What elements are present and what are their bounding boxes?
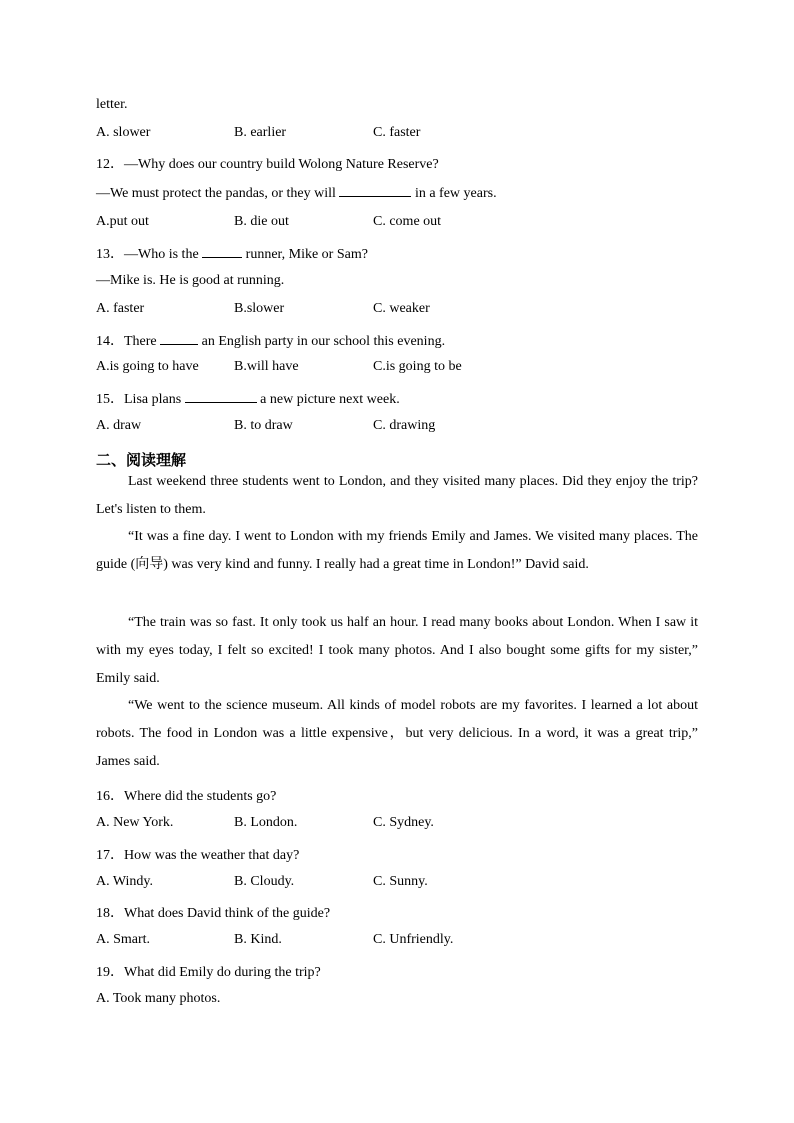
q13-option-b: B.slower	[234, 301, 285, 316]
q15-stem-text-a: 15．Lisa plans	[96, 392, 182, 407]
q12-option-b: B. die out	[234, 214, 289, 229]
q11-option-a: A. slower	[96, 125, 151, 140]
q13-blank	[202, 245, 242, 258]
q15-blank	[185, 390, 257, 403]
q19-option-a: A. Took many photos.	[96, 991, 221, 1006]
q13-answer: —Mike is. He is good at running.	[96, 273, 285, 288]
q14-option-a: A.is going to have	[96, 359, 199, 374]
q14-stem-text-a: 14．There	[96, 334, 157, 349]
q15-option-b: B. to draw	[234, 418, 293, 433]
q16-option-a: A. New York.	[96, 815, 174, 830]
q16-option-b: B. London.	[234, 815, 298, 830]
q19-stem: 19．What did Emily do during the trip?	[96, 965, 321, 980]
q15-stem-text-b: a new picture next week.	[260, 392, 400, 407]
q13-stem-text-a: 13．—Who is the	[96, 247, 199, 262]
q12-option-c: C. come out	[373, 214, 442, 229]
q12-answer-text-b: in a few years.	[414, 186, 497, 201]
passage-paragraph-2: “It was a fine day. I went to London with my friends Emily and James. We visited many places. The guide (向导) was very kind and funny. I really had a great time in London!” David said.	[96, 529, 698, 572]
q13-stem-line	[96, 243, 368, 263]
q12-blank	[339, 184, 411, 197]
q17-stem: 17．How was the weather that day?	[96, 848, 300, 863]
q14-option-b: B.will have	[234, 359, 299, 374]
q12-stem: 12．—Why does our country build Wolong Nature Reserve?	[96, 157, 439, 172]
q15-option-c: C. drawing	[373, 418, 436, 433]
passage-paragraph-1: Last weekend three students went to London, and they visited many places. Did they enjoy the trip? Let's listen to them.	[96, 474, 698, 517]
passage-paragraph-4: “We went to the science museum. All kinds of model robots are my favorites. I learned a lot about robots. The food in London was a little expensive，but very delicious. In a word, it was a great trip,” James said.	[96, 698, 698, 769]
q14-blank	[160, 332, 198, 345]
q18-option-c: C. Unfriendly.	[373, 932, 454, 947]
q13-option-a: A. faster	[96, 301, 145, 316]
q15-option-a: A. draw	[96, 418, 142, 433]
q12-option-a: A.put out	[96, 214, 149, 229]
q16-stem: 16．Where did the students go?	[96, 789, 277, 804]
q17-option-c: C. Sunny.	[373, 874, 428, 889]
q11-option-b: B. earlier	[234, 125, 287, 140]
q11-tail: letter.	[96, 97, 128, 112]
q14-stem-text-b: an English party in our school this evening.	[201, 334, 446, 349]
q18-option-a: A. Smart.	[96, 932, 151, 947]
passage-paragraph-3: “The train was so fast. It only took us half an hour. I read many books about London. When I saw it with my eyes today, I felt so excited! I took many photos. And I also bought some gifts for my sister,” Emily said.	[96, 615, 698, 686]
q17-option-b: B. Cloudy.	[234, 874, 295, 889]
section-heading-reading: 二、阅读理解	[96, 451, 187, 469]
q13-option-c: C. weaker	[373, 301, 430, 316]
q17-option-a: A. Windy.	[96, 874, 153, 889]
q11-option-c: C. faster	[373, 125, 421, 140]
q12-answer-line	[96, 184, 497, 202]
q15-stem-line	[96, 388, 400, 408]
q14-option-c: C.is going to be	[373, 359, 462, 374]
q13-stem-text-b: runner, Mike or Sam?	[245, 247, 368, 262]
q14-stem-line	[96, 330, 445, 350]
q16-option-c: C. Sydney.	[373, 815, 434, 830]
q18-stem: 18．What does David think of the guide?	[96, 906, 331, 921]
q12-answer-text-a: —We must protect the pandas, or they will	[96, 186, 336, 201]
q18-option-b: B. Kind.	[234, 932, 282, 947]
